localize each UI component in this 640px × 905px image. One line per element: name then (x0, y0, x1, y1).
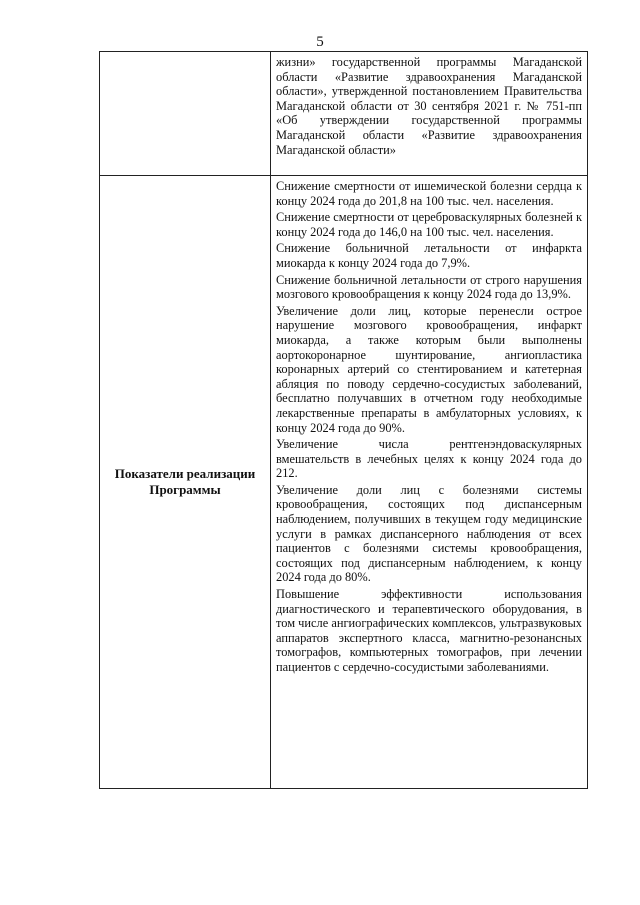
program-table (99, 51, 588, 789)
indicator-paragraph: Снижение смертности от цереброваскулярных болезней к концу 2024 года до 146,0 на 100 тыс. чел. населения. (276, 210, 582, 239)
continuation-paragraph: жизни» государственной программы Магаданской области «Развитие здравоохранения Магаданской области», утвержденной постановлением Правительства Магаданской области от 30 сентября 2021 г. № 751-пп «Об утверждении государственной программы Магаданской области «Развитие здравоохранения Магаданской области» (276, 55, 582, 157)
indicator-paragraph: Снижение смертности от ишемической болезни сердца к концу 2024 года до 201,8 на 100 тыс. чел. населения. (276, 179, 582, 208)
indicator-paragraph: Увеличение числа рентгенэндоваскулярных вмешательств в лечебных целях к концу 2024 года до 212. (276, 437, 582, 481)
indicators-label: Показатели реализации Программы (114, 466, 256, 497)
text-cell (271, 52, 588, 176)
label-cell (100, 176, 271, 789)
label-cell-empty (100, 52, 271, 176)
page-number: 5 (316, 34, 324, 50)
indicator-paragraph: Увеличение доли лиц с болезнями системы кровообращения, состоящих под диспансерным наблюдением, получивших в текущем году медицинские услуги в рамках диспансерного наблюдения от всех пациентов с болезнями системы кровообращения, состоящих под диспансерным наблюдением, к концу 2024 года до 80%. (276, 482, 582, 585)
indicator-paragraph: Повышение эффективности использования диагностического и терапевтического оборудования, в том числе ангиографических комплексов, ультразвуковых аппаратов экспертного класса, магнитно-резонансных томографов, компьютерных томографов, при лечении пациентов с сердечно-сосудистыми заболеваниями. (276, 587, 582, 674)
table-row (100, 52, 588, 176)
indicator-paragraph: Снижение больничной летальности от инфаркта миокарда к концу 2024 года до 7,9%. (276, 241, 582, 270)
table-row (100, 176, 588, 789)
indicator-paragraph: Снижение больничной летальности от строго нарушения мозгового кровообращения к концу 2024 года до 13,9%. (276, 272, 582, 302)
indicators-cell (271, 176, 588, 789)
indicator-paragraph: Увеличение доли лиц, которые перенесли острое нарушение мозгового кровообращения, инфаркт миокарда, а также которым были выполнены аортокоронарное шунтирование, ангиопластика коронарных артерий со стентированием и катетерная абляция по поводу сердечно-сосудистых заболеваний, бесплатно получавших в отчетном году необходимые лекарственные препараты в амбулаторных условиях, к концу 2024 года до 90%. (276, 303, 582, 435)
